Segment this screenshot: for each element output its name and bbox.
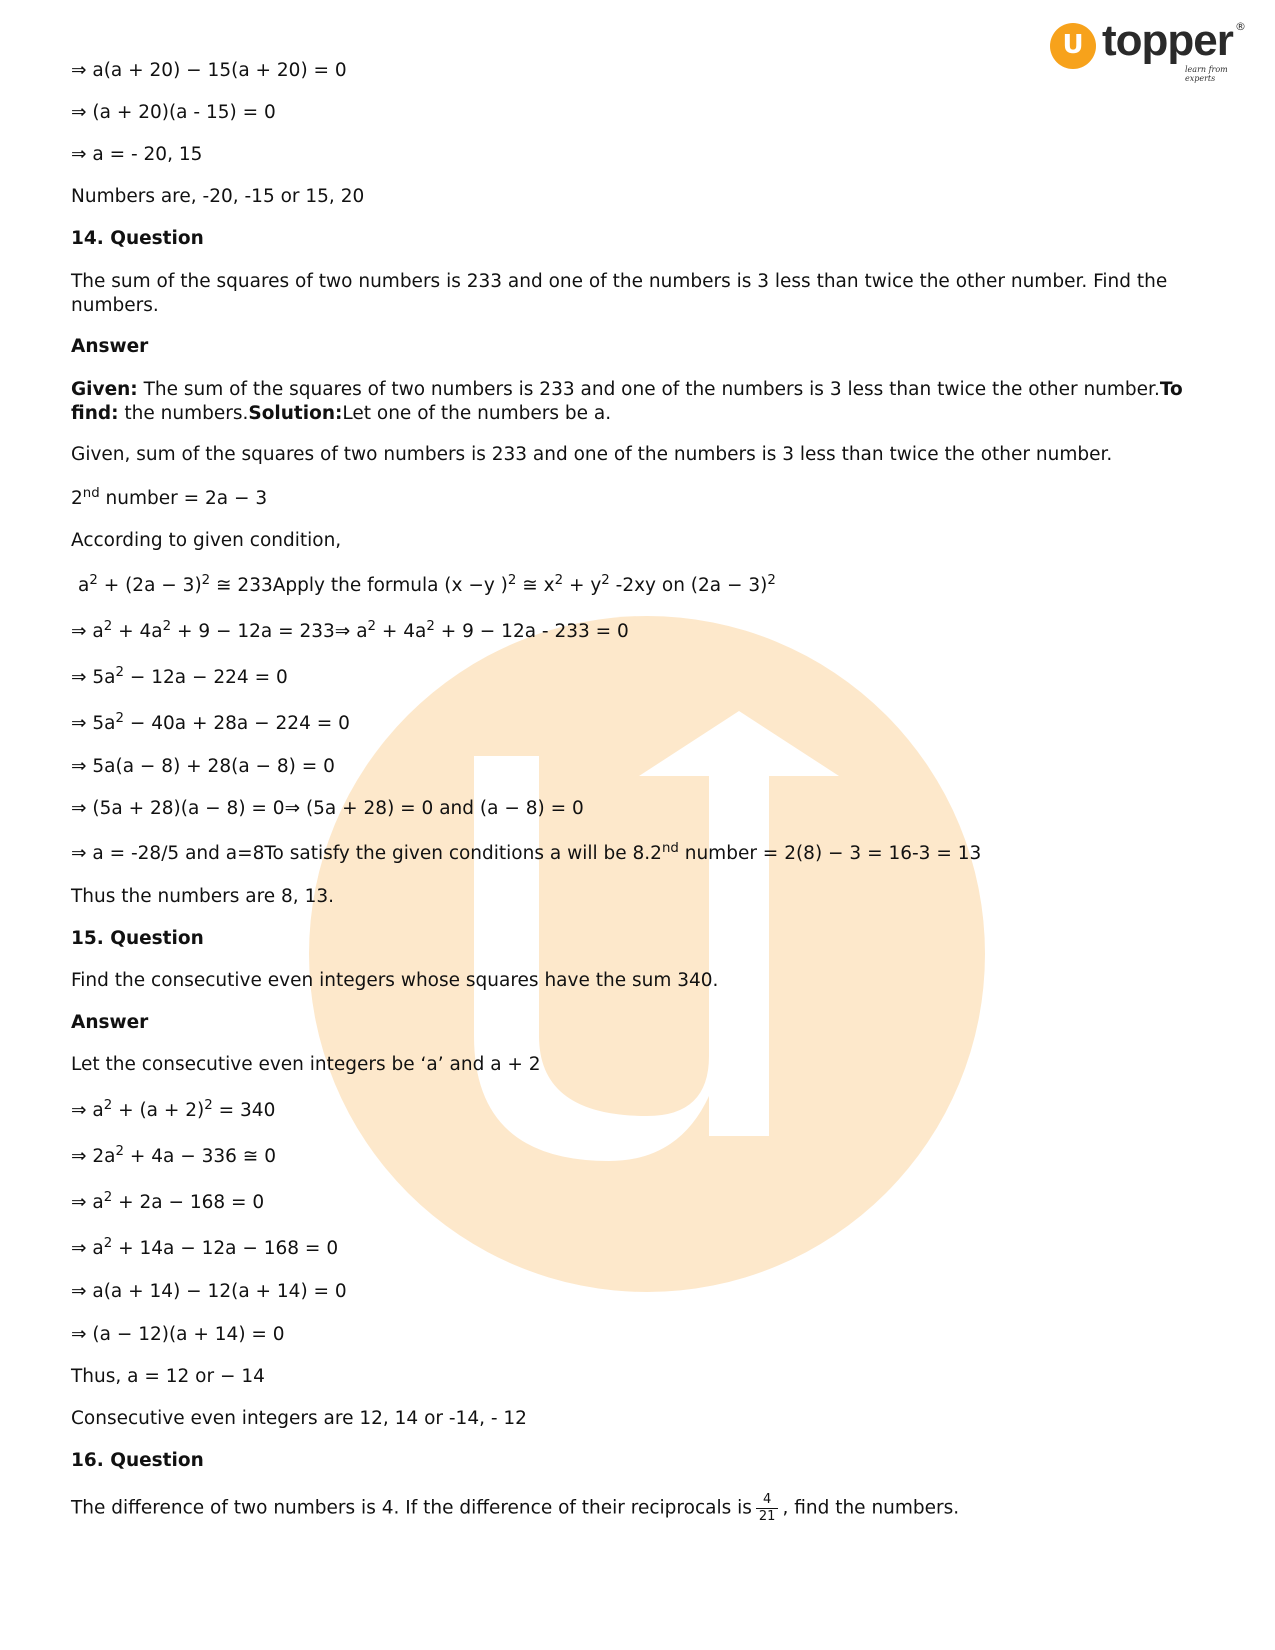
logo-wordmark: topper <box>1102 16 1233 65</box>
let-statement: Let the consecutive even integers be ‘a’ and a + 2 <box>71 1054 541 1075</box>
solution-step: ⇒ (a + 20)(a - 15) = 0 <box>71 102 276 123</box>
equation-line: ⇒ 5a(a − 8) + 28(a − 8) = 0 <box>71 756 335 777</box>
given-paragraph-14: Given: The sum of the squares of two numbers is 233 and one of the numbers is 3 less than twice the other number.To find: the numbers.Solution:Let one of the numbers be a. <box>71 379 1183 424</box>
question-text-14: The sum of the squares of two numbers is 233 and one of the numbers is 3 less than twice the other number. Find the numbers. <box>71 271 1168 316</box>
second-number-line: 2nd number = 2a − 3 <box>71 485 268 509</box>
solution-step: ⇒ a = - 20, 15 <box>71 144 203 165</box>
equation-line: ⇒ $a^2 + 14a - 12a - 168 = 0$ <box>71 1235 339 1259</box>
registered-mark: ® <box>1235 20 1246 33</box>
solution-conclusion: Numbers are, -20, -15 or 15, 20 <box>71 186 365 207</box>
given-restatement-14: Given, sum of the squares of two numbers is 233 and one of the numbers is 3 less than twice the other number. <box>71 444 1113 465</box>
logo-u-icon: U <box>1050 23 1096 69</box>
condition-line: According to given condition, <box>71 530 342 551</box>
logo-tagline: learn from experts <box>1185 65 1228 83</box>
equation-line: ⇒ (a − 12)(a + 14) = 0 <box>71 1324 285 1345</box>
question-heading-16: 16. Question <box>71 1450 204 1471</box>
question-heading-14: 14. Question <box>71 228 204 249</box>
equation-line: ⇒ $a^2 + 4a^2 + 9 - 12a$ = 233⇒ $a^2 + 4a^2 + 9 - 12a - 233 = 0$ <box>71 618 629 642</box>
utopper-logo <box>1050 16 1250 83</box>
equation-line: ⇒ a(a + 14) − 12(a + 14) = 0 <box>71 1281 347 1302</box>
equation-line: ⇒ a = -28/5 and a=8To satisfy the given conditions a will be 8.2nd number = 2(8) − 3 = 16-3 = 13 <box>71 840 982 864</box>
solution-conclusion: Consecutive even integers are 12, 14 or -14, - 12 <box>71 1408 527 1429</box>
equation-line: Thus, a = 12 or − 14 <box>71 1366 265 1387</box>
equation-line: ⇒ $5a^2 - 12a - 224 = 0$ <box>71 664 288 688</box>
equation-line: ⇒ $a^2 + (a + 2)^2 = 340$ <box>71 1097 276 1121</box>
equation-line: ⇒ (5a + 28)(a − 8) = 0⇒ (5a + 28) = 0 and (a − 8) = 0 <box>71 798 584 819</box>
answer-heading-14: Answer <box>71 336 149 357</box>
solution-conclusion: Thus the numbers are 8, 13. <box>71 886 334 907</box>
question-text-16: The difference of two numbers is 4. If the difference of their reciprocals is $\frac{4}{21}$ , find the numbers. <box>71 1492 960 1524</box>
equation-line: ⇒ $a^2 + 2a - 168 = 0$ <box>71 1189 265 1213</box>
question-heading-15: 15. Question <box>71 928 204 949</box>
fraction: $\frac{4}{21}$ <box>756 1492 779 1525</box>
utopper-watermark-logo <box>309 616 985 1292</box>
question-text-15: Find the consecutive even integers whose squares have the sum 340. <box>71 970 719 991</box>
solution-step: ⇒ a(a + 20) − 15(a + 20) = 0 <box>71 60 347 81</box>
equation-line: ⇒ $2a^2 + 4a - 336$ ≅ 0 <box>71 1143 276 1167</box>
equation-line: ⇒ $5a^2 - 40a + 28a - 224 = 0$ <box>71 710 350 734</box>
equation-line: $a^2 + (2a - 3)^2$ ≅ 233Apply the formula (x −y )$^2$ ≅ $x^2 + y^2$ -2xy on $(2a - 3)^2$ <box>78 572 776 596</box>
answer-heading-15: Answer <box>71 1012 149 1033</box>
